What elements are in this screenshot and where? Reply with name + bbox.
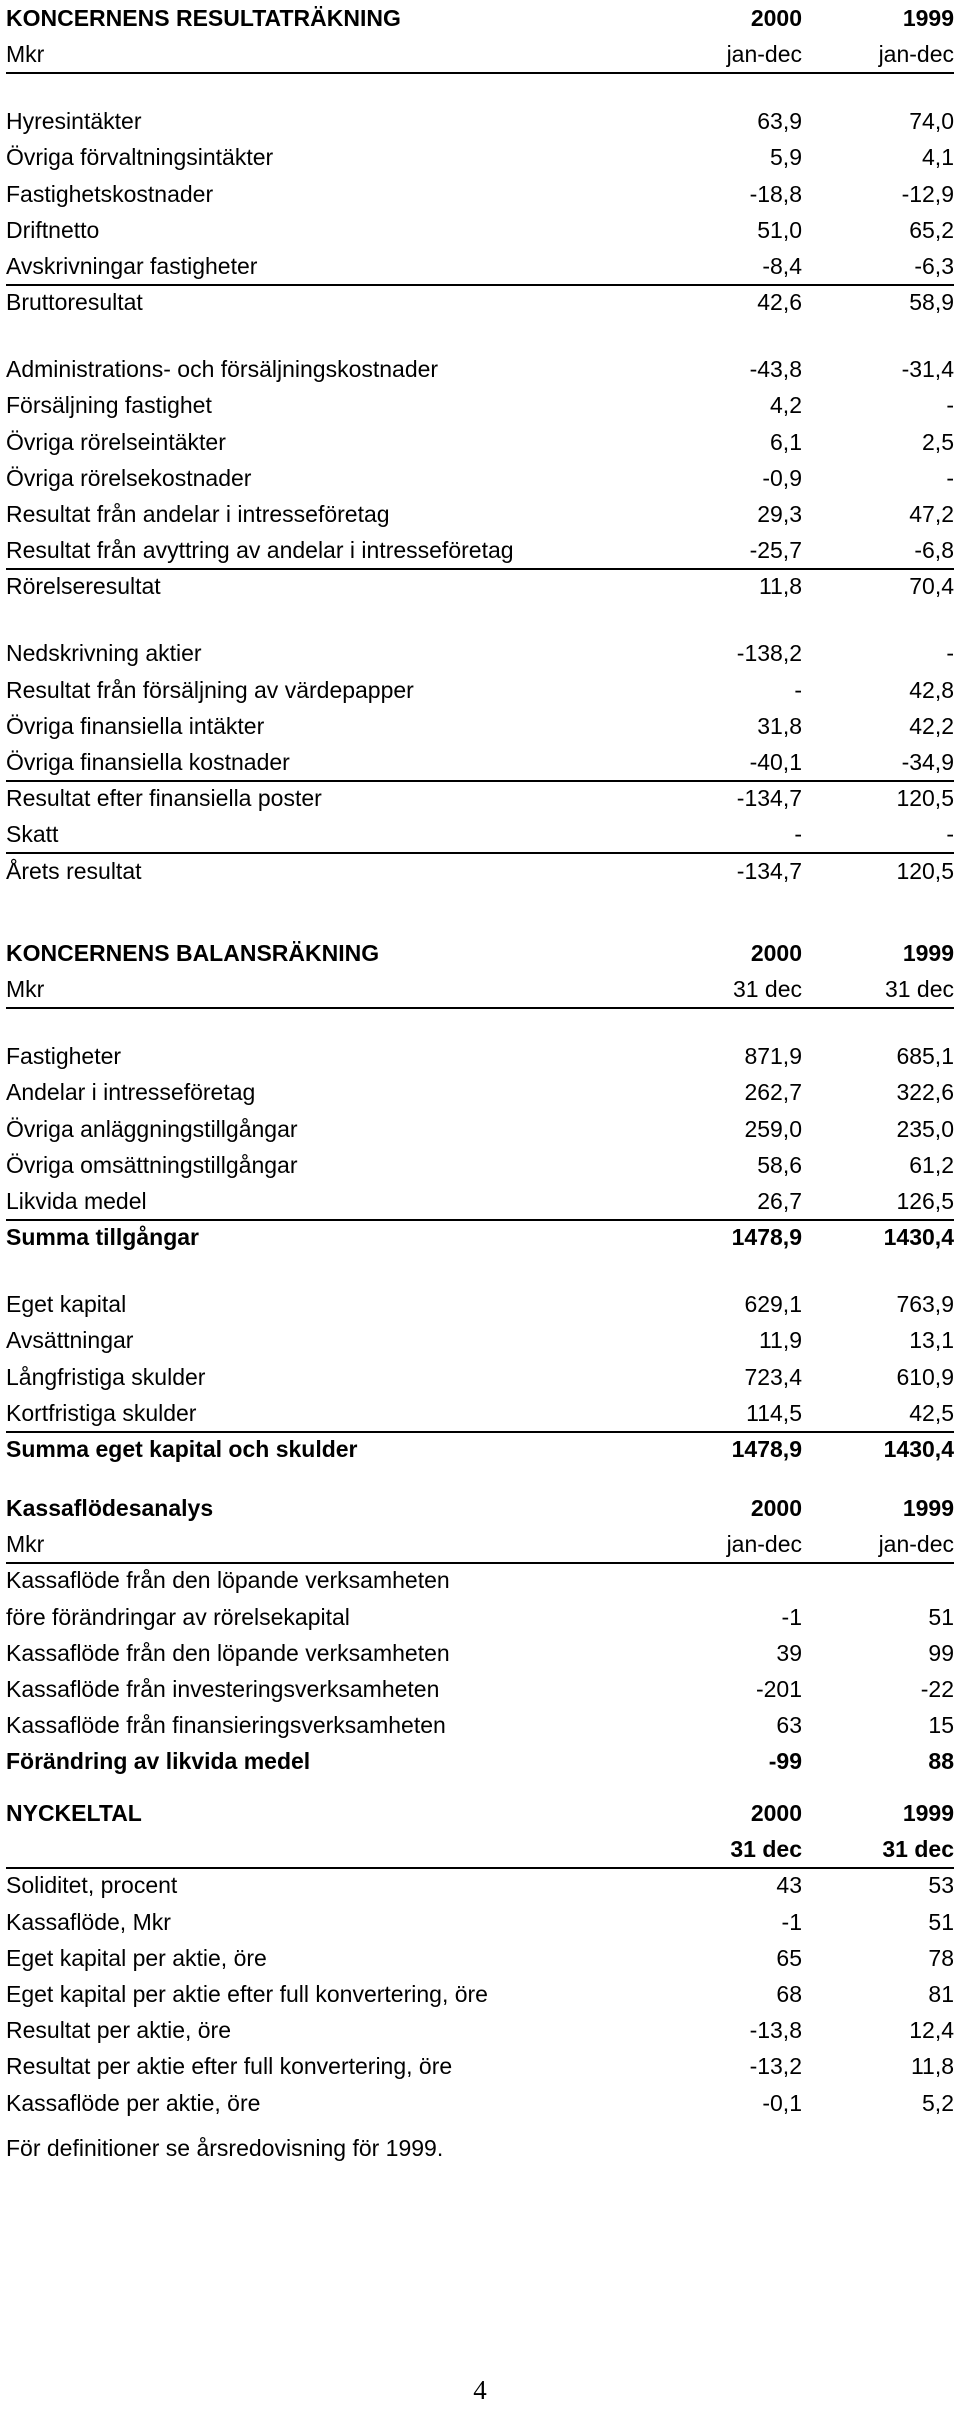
value-1999: 1999: [902, 5, 954, 31]
value-2000: 31 dec: [732, 976, 802, 1003]
value-2000: -138,2: [736, 640, 802, 667]
value-1999: -: [946, 640, 954, 667]
value-2000: jan-dec: [726, 1531, 802, 1558]
value-2000: 262,7: [744, 1079, 802, 1106]
value-2000: -13,2: [749, 2053, 802, 2080]
value-2000: -134,7: [736, 785, 802, 812]
value-1999: 42,5: [909, 1399, 954, 1426]
value-2000: 5,9: [770, 144, 802, 171]
row-label: Kassaflödesanalys: [6, 1495, 214, 1521]
table-row: [6, 1219, 954, 1255]
row-label: Kassaflöde från den löpande verksamheten: [6, 1639, 450, 1666]
value-1999: 12,4: [909, 2017, 954, 2044]
table-row: [6, 1562, 954, 1598]
table-row: [6, 1074, 954, 1110]
value-1999: 1999: [902, 940, 954, 966]
value-1999: 42,2: [909, 712, 954, 739]
value-2000: -99: [768, 1748, 802, 1775]
value-2000: -18,8: [749, 180, 802, 207]
table-row: [6, 1431, 954, 1467]
row-label: Eget kapital per aktie efter full konvertering, öre: [6, 1981, 488, 2007]
row-label: Resultat från avyttring av andelar i intresseföretag: [6, 537, 514, 564]
value-2000: 51,0: [757, 216, 802, 243]
row-label: Resultat från försäljning av värdepapper: [6, 676, 414, 703]
value-2000: 2000: [750, 5, 802, 31]
table-row: [6, 1671, 954, 1707]
value-1999: 88: [928, 1748, 954, 1775]
table-row: [6, 1976, 954, 2012]
table-row: [6, 1831, 954, 1869]
row-label: Avsättningar: [6, 1327, 134, 1354]
row-label: Andelar i intresseföretag: [6, 1079, 256, 1106]
row-label: Summa eget kapital och skulder: [6, 1435, 358, 1462]
value-2000: -40,1: [749, 748, 802, 775]
value-2000: 1478,9: [731, 1435, 802, 1462]
row-label: Driftnetto: [6, 216, 100, 243]
table-row: [6, 672, 954, 708]
row-label: Mkr: [6, 41, 45, 68]
value-1999: 610,9: [896, 1363, 954, 1390]
table-row: [6, 744, 954, 782]
value-1999: -: [946, 821, 954, 848]
value-2000: 114,5: [746, 1399, 802, 1426]
footnote: För definitioner se årsredovisning för 1999.: [6, 2135, 444, 2161]
value-1999: 126,5: [896, 1187, 954, 1214]
value-2000: 11,9: [758, 1327, 802, 1354]
table-row: [6, 1940, 954, 1976]
table-row: [6, 1904, 954, 1940]
value-1999: 78: [928, 1944, 954, 1971]
table-row: [6, 935, 954, 971]
value-2000: 58,6: [757, 1151, 802, 1178]
value-1999: 1430,4: [883, 1435, 954, 1462]
value-2000: 63: [776, 1712, 802, 1739]
value-1999: 1430,4: [883, 1224, 954, 1251]
table-row: [6, 36, 954, 74]
row-label: Övriga förvaltningsintäkter: [6, 144, 274, 171]
value-2000: 68: [776, 1981, 802, 2007]
value-1999: 685,1: [896, 1043, 954, 1070]
value-2000: 43: [776, 1872, 802, 1899]
value-1999: 51: [928, 1603, 954, 1630]
value-1999: 58,9: [909, 289, 954, 316]
table-row: [6, 1286, 954, 1322]
row-label: NYCKELTAL: [6, 1800, 142, 1826]
value-2000: 2000: [750, 1495, 802, 1521]
value-1999: 31 dec: [882, 1836, 954, 1863]
row-label: Avskrivningar fastigheter: [6, 252, 258, 279]
value-2000: -1: [781, 1603, 802, 1630]
table-row: [6, 1359, 954, 1395]
row-label: Mkr: [6, 1531, 45, 1558]
value-1999: 51: [928, 1908, 954, 1935]
value-1999: -: [946, 464, 954, 491]
value-1999: 4,1: [922, 144, 954, 171]
row-label: Kassaflöde från den löpande verksamheten: [6, 1567, 450, 1594]
value-1999: 99: [928, 1639, 954, 1666]
value-1999: 11,8: [910, 2053, 954, 2080]
row-label: Förändring av likvida medel: [6, 1748, 311, 1775]
value-2000: 39: [776, 1639, 802, 1666]
table-row: [6, 1490, 954, 1526]
table-row: [6, 1038, 954, 1074]
row-label: Bruttoresultat: [6, 289, 143, 316]
value-1999: 42,8: [909, 676, 954, 703]
row-label: Resultat per aktie, öre: [6, 2017, 232, 2044]
value-2000: -: [794, 676, 802, 703]
row-label: Rörelseresultat: [6, 573, 161, 600]
row-label: Kortfristiga skulder: [6, 1399, 197, 1426]
table-row: [6, 248, 954, 286]
value-2000: 2000: [750, 940, 802, 966]
value-1999: 1999: [902, 1800, 954, 1826]
table-row: [6, 1395, 954, 1433]
table-row: [6, 1599, 954, 1635]
value-2000: -13,8: [749, 2017, 802, 2044]
row-label: Kassaflöde från finansieringsverksamheten: [6, 1712, 446, 1739]
row-label: Övriga finansiella kostnader: [6, 748, 290, 775]
row-label: före förändringar av rörelsekapital: [6, 1603, 350, 1630]
row-label: Fastigheter: [6, 1043, 122, 1070]
value-1999: -34,9: [901, 748, 954, 775]
value-2000: -0,9: [762, 464, 802, 491]
value-2000: 26,7: [757, 1187, 802, 1214]
table-row: [6, 971, 954, 1009]
table-row: [6, 212, 954, 248]
row-label: Övriga rörelsekostnader: [6, 464, 252, 491]
table-row: [6, 780, 954, 816]
table-row: [6, 1635, 954, 1671]
value-1999: -6,8: [914, 537, 954, 564]
value-1999: -6,3: [914, 252, 954, 279]
value-2000: 723,4: [744, 1363, 802, 1390]
value-1999: 235,0: [896, 1115, 954, 1142]
table-row: [6, 1795, 954, 1831]
value-2000: 2000: [750, 1800, 802, 1826]
row-label: Likvida medel: [6, 1187, 147, 1214]
value-2000: 6,1: [770, 428, 802, 455]
table-row: [6, 1526, 954, 1564]
table-row: [6, 853, 954, 889]
value-2000: 65: [776, 1944, 802, 1971]
value-1999: 5,2: [922, 2089, 954, 2116]
value-1999: 13,1: [909, 1327, 954, 1354]
row-label: Fastighetskostnader: [6, 180, 214, 207]
table-row: [6, 2012, 954, 2048]
table-row: [6, 1322, 954, 1358]
value-1999: -22: [920, 1676, 954, 1702]
table-row: [6, 1183, 954, 1221]
value-1999: jan-dec: [878, 1531, 954, 1558]
row-label: Eget kapital: [6, 1291, 127, 1318]
value-1999: 65,2: [909, 216, 954, 243]
row-label: Mkr: [6, 976, 45, 1003]
value-1999: 31 dec: [884, 976, 954, 1003]
value-2000: -134,7: [736, 857, 802, 884]
row-label: Resultat per aktie efter full konvertering, öre: [6, 2053, 453, 2080]
row-label: KONCERNENS RESULTATRÄKNING: [6, 5, 401, 31]
table-row: [6, 351, 954, 387]
row-label: Soliditet, procent: [6, 1872, 178, 1899]
value-2000: 11,8: [758, 573, 802, 600]
table-row: [6, 708, 954, 744]
value-1999: 120,5: [896, 785, 954, 812]
value-2000: 871,9: [744, 1043, 802, 1070]
value-1999: 15: [928, 1712, 954, 1739]
value-1999: 61,2: [909, 1151, 954, 1178]
table-row: [6, 284, 954, 320]
value-1999: 53: [928, 1872, 954, 1899]
table-row: [6, 2085, 954, 2121]
row-label: Övriga rörelseintäkter: [6, 428, 226, 455]
row-label: KONCERNENS BALANSRÄKNING: [6, 940, 380, 966]
value-1999: 120,5: [896, 857, 954, 884]
value-2000: -0,1: [762, 2089, 802, 2116]
row-label: Summa tillgångar: [6, 1224, 199, 1251]
page-number: 4: [473, 2375, 487, 2405]
row-label: Resultat från andelar i intresseföretag: [6, 500, 390, 527]
table-row: [6, 1743, 954, 1779]
table-row: [6, 460, 954, 496]
table-row: [6, 176, 954, 212]
value-1999: 2,5: [922, 428, 954, 455]
value-2000: 1478,9: [731, 1224, 802, 1251]
row-label: Övriga finansiella intäkter: [6, 712, 265, 739]
table-row: [6, 387, 954, 423]
value-2000: 629,1: [744, 1291, 802, 1318]
row-label: Resultat efter finansiella poster: [6, 785, 322, 812]
table-row: [6, 2048, 954, 2084]
value-2000: -43,8: [749, 356, 802, 383]
value-2000: 31 dec: [730, 1836, 802, 1863]
value-1999: jan-dec: [878, 41, 954, 68]
table-row: [6, 532, 954, 570]
value-1999: -31,4: [901, 356, 954, 383]
row-label: Hyresintäkter: [6, 108, 142, 135]
row-label: Försäljning fastighet: [6, 392, 212, 419]
row-label: Skatt: [6, 821, 59, 848]
row-label: Årets resultat: [6, 857, 142, 884]
table-row: [6, 0, 954, 36]
value-2000: 259,0: [744, 1115, 802, 1142]
value-1999: 322,6: [896, 1079, 954, 1106]
row-label: Nedskrivning aktier: [6, 640, 202, 667]
row-label: Kassaflöde från investeringsverksamheten: [6, 1676, 440, 1702]
table-row: [6, 424, 954, 460]
table-row: [6, 816, 954, 854]
value-1999: -: [946, 392, 954, 419]
value-2000: 29,3: [757, 500, 802, 527]
row-label: Eget kapital per aktie, öre: [6, 1944, 267, 1971]
value-2000: 42,6: [757, 289, 802, 316]
row-label: Administrations- och försäljningskostnader: [6, 356, 439, 383]
table-row: [6, 139, 954, 175]
row-label: Kassaflöde, Mkr: [6, 1908, 171, 1935]
table-row: [6, 496, 954, 532]
value-1999: 763,9: [896, 1291, 954, 1318]
table-row: [6, 1707, 954, 1743]
row-label: Långfristiga skulder: [6, 1363, 206, 1390]
value-2000: -: [794, 821, 802, 848]
table-row: [6, 1867, 954, 1903]
value-1999: 1999: [902, 1495, 954, 1521]
value-1999: -12,9: [901, 180, 954, 207]
row-label: Övriga omsättningstillgångar: [6, 1151, 298, 1178]
value-2000: 63,9: [757, 108, 802, 135]
row-label: Övriga anläggningstillgångar: [6, 1115, 298, 1142]
table-row: [6, 1147, 954, 1183]
value-2000: 4,2: [770, 392, 802, 419]
value-2000: 31,8: [757, 712, 802, 739]
table-row: [6, 1111, 954, 1147]
table-row: [6, 568, 954, 604]
value-1999: 81: [928, 1981, 954, 2007]
row-label: Kassaflöde per aktie, öre: [6, 2089, 261, 2116]
value-2000: -1: [781, 1908, 802, 1935]
value-2000: jan-dec: [726, 41, 802, 68]
table-row: [6, 103, 954, 139]
value-2000: -8,4: [762, 252, 802, 279]
table-row: [6, 635, 954, 671]
value-1999: 47,2: [909, 500, 954, 527]
value-1999: 70,4: [909, 573, 954, 600]
value-2000: -25,7: [749, 537, 802, 564]
value-1999: 74,0: [909, 108, 954, 135]
value-2000: -201: [755, 1676, 802, 1702]
